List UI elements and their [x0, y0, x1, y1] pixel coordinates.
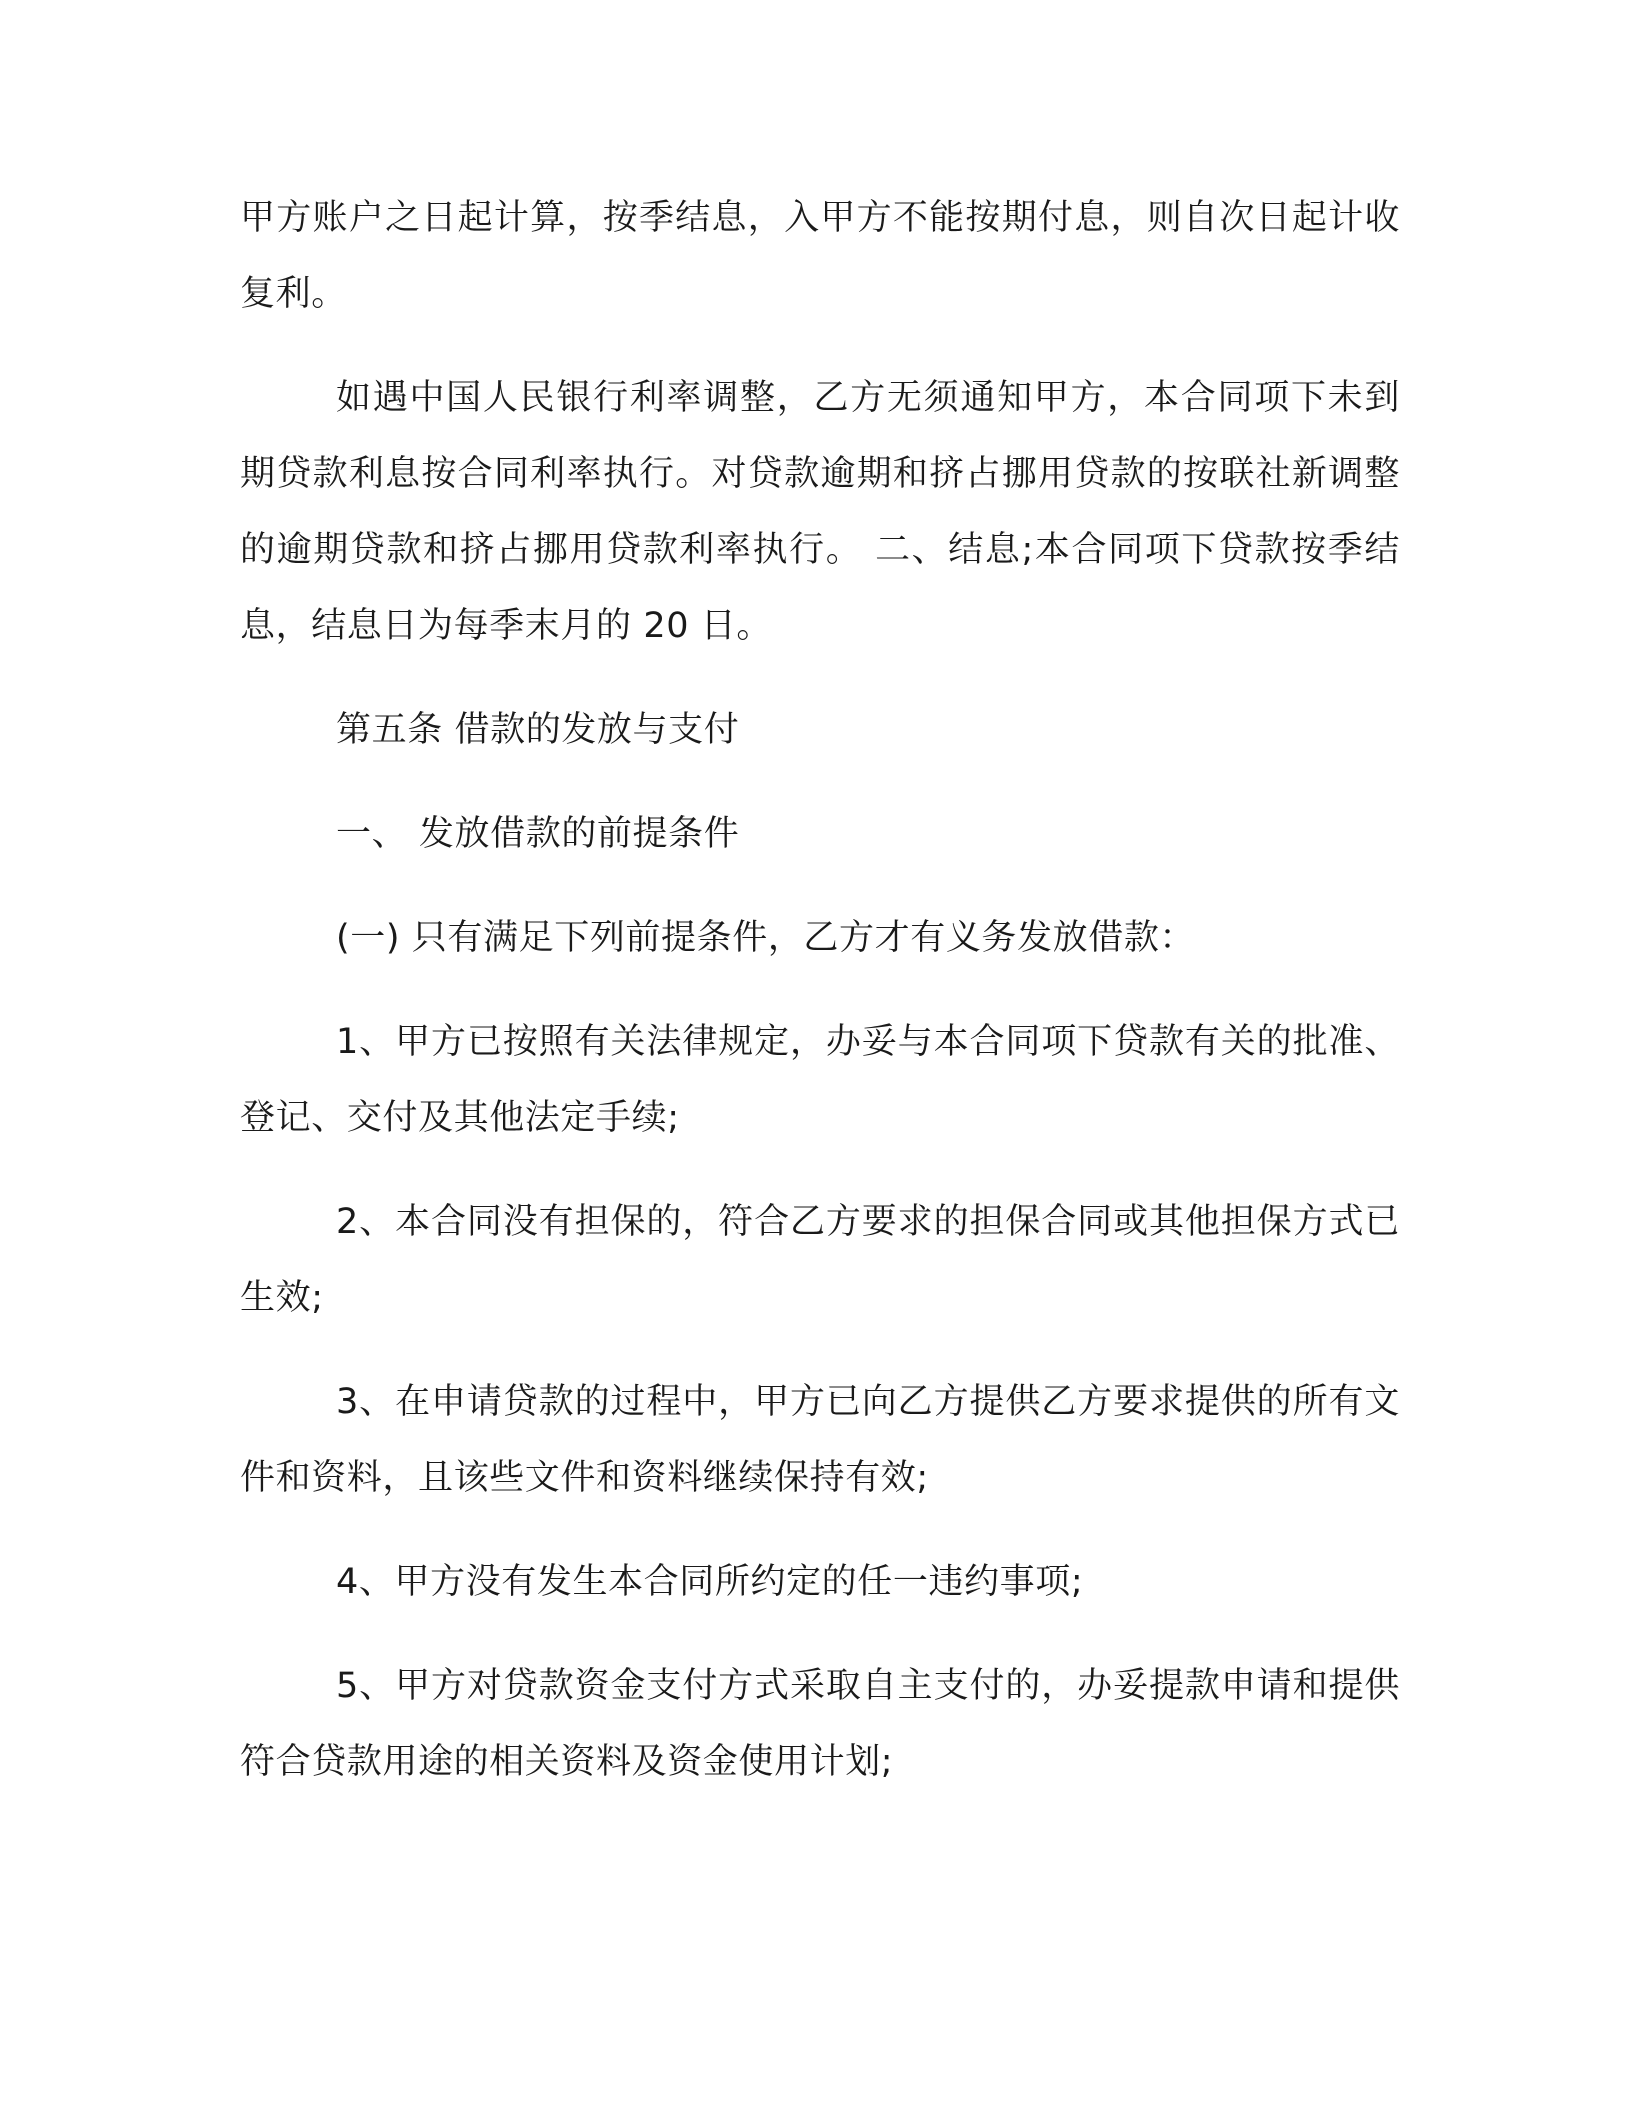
condition-item-5: 5、甲方对贷款资金支付方式采取自主支付的，办妥提款申请和提供符合贷款用途的相关资料及资金使用计划; [240, 1666, 1400, 1782]
subsection-1-heading: (一) 只有满足下列前提条件，乙方才有义务发放借款： [336, 918, 1196, 958]
condition-item-4: 4、甲方没有发生本合同所约定的任一违约事项; [336, 1562, 1084, 1602]
condition-item-1: 1、甲方已按照有关法律规定，办妥与本合同项下贷款有关的批准、登记、交付及其他法定手续; [240, 1022, 1400, 1138]
document-body [240, 180, 1400, 1828]
condition-item-3: 3、在申请贷款的过程中，甲方已向乙方提供乙方要求提供的所有文件和资料，且该些文件和资料继续保持有效; [240, 1382, 1400, 1498]
paragraph-interest-rate-adjustment: 如遇中国人民银行利率调整，乙方无须通知甲方，本合同项下未到期贷款利息按合同利率执行。对贷款逾期和挤占挪用贷款的按联社新调整的逾期贷款和挤占挪用贷款利率执行。 二、结息;本合同项下贷款按季结息，结息日为每季末月的 20 日。 [240, 378, 1400, 646]
condition-item-2: 2、本合同没有担保的，符合乙方要求的担保合同或其他担保方式已生效; [240, 1202, 1400, 1318]
section-1-heading: 一、 发放借款的前提条件 [336, 814, 740, 854]
paragraph-interest-calculation: 甲方账户之日起计算，按季结息，入甲方不能按期付息，则自次日起计收复利。 [240, 198, 1400, 314]
article-5-heading: 第五条 借款的发放与支付 [336, 710, 740, 750]
